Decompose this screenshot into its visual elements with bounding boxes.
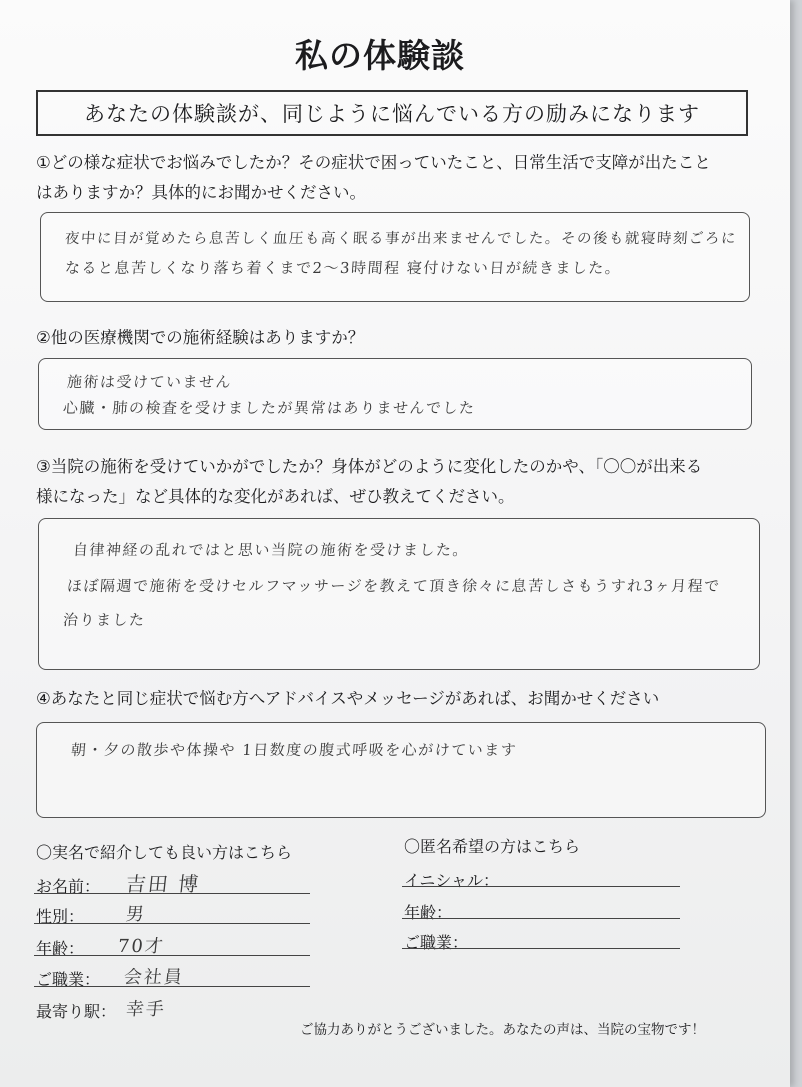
- answer-1-box: [40, 212, 750, 302]
- answer-4-box: [36, 722, 766, 818]
- answer-3-box: [38, 518, 760, 670]
- question-2: [36, 323, 756, 353]
- age-underline: [34, 955, 310, 956]
- age-value: 70才: [116, 936, 166, 957]
- answer-4-line-1: 朝・夕の散歩や体操や 1日数度の腹式呼吸を心がけています: [70, 741, 518, 759]
- initial-underline: [402, 886, 680, 887]
- answer-3-line-1: 自律神経の乱れではと思い当院の施術を受けました。: [72, 541, 470, 559]
- name-underline: [34, 893, 310, 894]
- job-underline: [34, 986, 310, 987]
- intro-banner-text: あなたの体験談が、同じように悩んでいる方の励みになります: [84, 102, 700, 126]
- thank-you-footer: ご協力ありがとうございました。あなたの声は、当院の宝物です！: [300, 1022, 705, 1038]
- answer-3-line-2: ほぼ隔週で施術を受けセルフマッサージを教えて頂き徐々に息苦しさもうすれ3ヶ月程で: [66, 577, 722, 595]
- answer-3-line-3: 治りました: [62, 611, 147, 629]
- question-3-line-2: 様になった」など具体的な変化があれば、ぜひ教えてください。: [36, 487, 515, 506]
- question-3: [36, 452, 756, 512]
- name-value: 吉田 博: [124, 872, 202, 896]
- station-value: 幸手: [124, 999, 167, 1020]
- question-2-line-1: ②他の医療機関での施術経験はありますか？: [36, 328, 365, 347]
- page-title: 私の体験談: [295, 36, 465, 75]
- question-4: [36, 684, 756, 714]
- answer-1-line-2: なると息苦しくなり落ち着くまで2〜3時間程 寝付けない日が続きました。: [64, 259, 622, 277]
- answer-1-line-1: 夜中に目が覚めたら息苦しく血圧も高く眠る事が出来ませんでした。その後も就寝時刻ごろに: [64, 231, 738, 247]
- answer-2-line-1: 施術は受けていません: [66, 373, 233, 391]
- question-3-line-1: ③当院の施術を受けていかがでしたか？身体がどのように変化したのかや、「〇〇が出来る: [36, 457, 703, 476]
- anon-job-label: ご職業：: [404, 933, 469, 952]
- station-label: 最寄り駅：: [36, 1002, 117, 1021]
- anon-job-underline: [402, 948, 680, 949]
- answer-2-line-2: 心臓・肺の検査を受けましたが異常はありませんでした: [62, 399, 477, 417]
- age-label: 年齢：: [36, 939, 85, 958]
- anon-age-underline: [402, 918, 680, 919]
- name-label: お名前：: [36, 877, 101, 896]
- question-4-line-1: ④あなたと同じ症状で悩む方へアドバイスやメッセージがあれば、お聞かせください: [36, 689, 660, 708]
- question-1-line-2: はありますか？具体的にお聞かせください。: [36, 183, 366, 202]
- answer-2-box: [38, 358, 752, 430]
- gender-underline: [34, 923, 310, 924]
- anon-age-label: 年齢：: [404, 903, 453, 922]
- initial-label: イニシャル：: [404, 871, 500, 890]
- gender-label: 性別：: [36, 907, 85, 926]
- question-1-line-1: ①どの様な症状でお悩みでしたか？その症状で困っていたこと、日常生活で支障が出たこと: [36, 153, 711, 172]
- job-label: ご職業：: [36, 970, 101, 989]
- question-1: [36, 148, 756, 208]
- gender-value: 男: [124, 904, 147, 925]
- real-name-heading: 〇実名で紹介しても良い方はこちら: [36, 843, 293, 862]
- intro-banner: [36, 90, 748, 136]
- anonymous-heading: 〇匿名希望の方はこちら: [404, 837, 581, 856]
- job-value: 会社員: [122, 967, 185, 988]
